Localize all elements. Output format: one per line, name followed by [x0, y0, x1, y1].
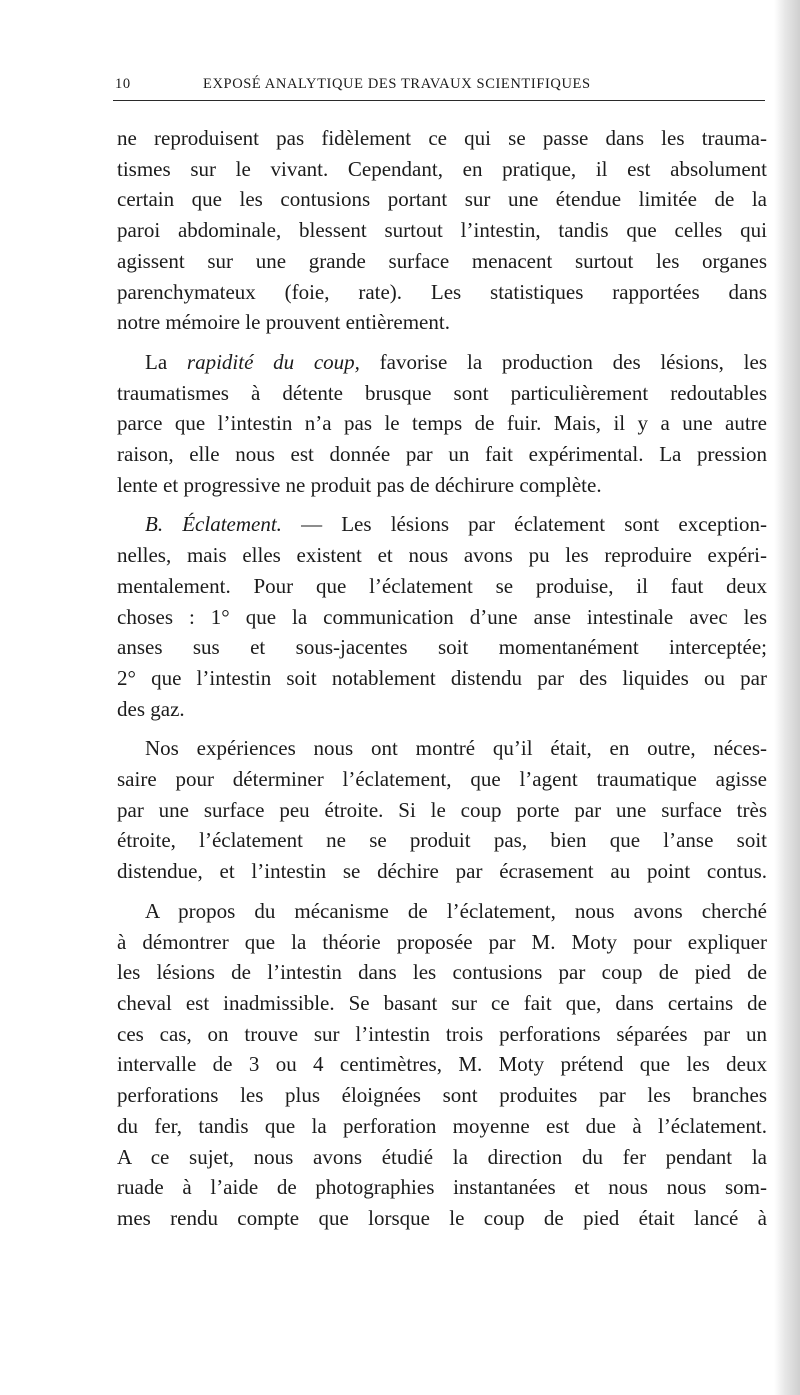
text-line: à démontrer que la théorie proposée par M. Moty pour expliquer: [117, 929, 767, 954]
text-line: des gaz.: [117, 696, 185, 721]
running-header: [113, 76, 765, 101]
text-line: saire pour déterminer l’éclatement, que l’agent traumatique agisse: [117, 767, 767, 792]
text-line: notre mémoire le prouvent entièrement.: [117, 310, 450, 335]
text-line: du fer, tandis que la perforation moyenne est due à l’éclatement.: [117, 1113, 767, 1138]
text-line: Nos expériences nous ont montré qu’il était, en outre, néces-: [145, 736, 767, 761]
text-line: choses : 1° que la communication d’une anse intestinale avec les: [117, 604, 767, 629]
text-line: perforations les plus éloignées sont produites par les branches: [117, 1083, 767, 1108]
text-line: [117, 347, 767, 378]
paragraph-2: [117, 347, 767, 501]
page-edge-shadow: [774, 0, 800, 1395]
text-line: [117, 509, 767, 540]
text-line: 2° que l’intestin soit notablement distendu par des liquides ou par: [117, 665, 767, 690]
text-line: raison, elle nous est donnée par un fait expérimental. La pression: [117, 442, 767, 467]
text-line: parenchymateux (foie, rate). Les statistiques rapportées dans: [117, 279, 767, 304]
text-line: anses sus et sous-jacentes soit momentanément interceptée;: [117, 635, 767, 660]
body-text: [117, 123, 767, 1243]
text-line: certain que les contusions portant sur une étendue limitée de la: [117, 187, 767, 212]
paragraph-5: [117, 896, 767, 1234]
text-line: distendue, et l’intestin se déchire par écrasement au point contus.: [117, 859, 767, 884]
paragraph-4: [117, 733, 767, 887]
text-run: — Les lésions par éclatement sont exception-: [281, 512, 767, 537]
text-line: ruade à l’aide de photographies instantanées et nous nous som-: [117, 1175, 767, 1200]
text-line: agissent sur une grande surface menacent surtout les organes: [117, 248, 767, 273]
section-heading-italic: B. Éclatement.: [145, 512, 282, 537]
text-line: intervalle de 3 ou 4 centimètres, M. Moty prétend que les deux: [117, 1052, 767, 1077]
text-line: tismes sur le vivant. Cependant, en pratique, il est absolument: [117, 156, 767, 181]
text-run: favorise la production des lésions, les: [359, 349, 767, 374]
paragraph-3: [117, 509, 767, 724]
text-line: mentalement. Pour que l’éclatement se produise, il faut deux: [117, 573, 767, 598]
text-line: nelles, mais elles existent et nous avons pu les reproduire expéri-: [117, 543, 767, 568]
running-title: EXPOSÉ ANALYTIQUE DES TRAVAUX SCIENTIFIQUES: [203, 76, 591, 92]
text-run: La: [145, 349, 187, 374]
text-line: par une surface peu étroite. Si le coup porte par une surface très: [117, 797, 767, 822]
page-number: 10: [115, 76, 131, 92]
text-line: ces cas, on trouve sur l’intestin trois perforations séparées par un: [117, 1021, 767, 1046]
text-line: mes rendu compte que lorsque le coup de pied était lancé à: [117, 1205, 767, 1230]
text-line: étroite, l’éclatement ne se produit pas, bien que l’anse soit: [117, 828, 767, 853]
text-line: cheval est inadmissible. Se basant sur ce fait que, dans certains de: [117, 990, 767, 1015]
text-line: A propos du mécanisme de l’éclatement, nous avons cherché: [145, 898, 767, 923]
italic-phrase: rapidité du coup,: [186, 349, 360, 374]
text-line: ne reproduisent pas fidèlement ce qui se passe dans les trauma-: [117, 126, 767, 150]
paragraph-1: [117, 123, 767, 338]
text-line: parce que l’intestin n’a pas le temps de fuir. Mais, il y a une autre: [117, 411, 767, 436]
text-line: A ce sujet, nous avons étudié la direction du fer pendant la: [117, 1144, 767, 1169]
text-line: les lésions de l’intestin dans les contusions par coup de pied de: [117, 960, 767, 985]
text-line: traumatismes à détente brusque sont particulièrement redoutables: [117, 380, 767, 405]
text-line: lente et progressive ne produit pas de déchirure complète.: [117, 472, 602, 497]
text-line: paroi abdominale, blessent surtout l’intestin, tandis que celles qui: [117, 218, 767, 243]
